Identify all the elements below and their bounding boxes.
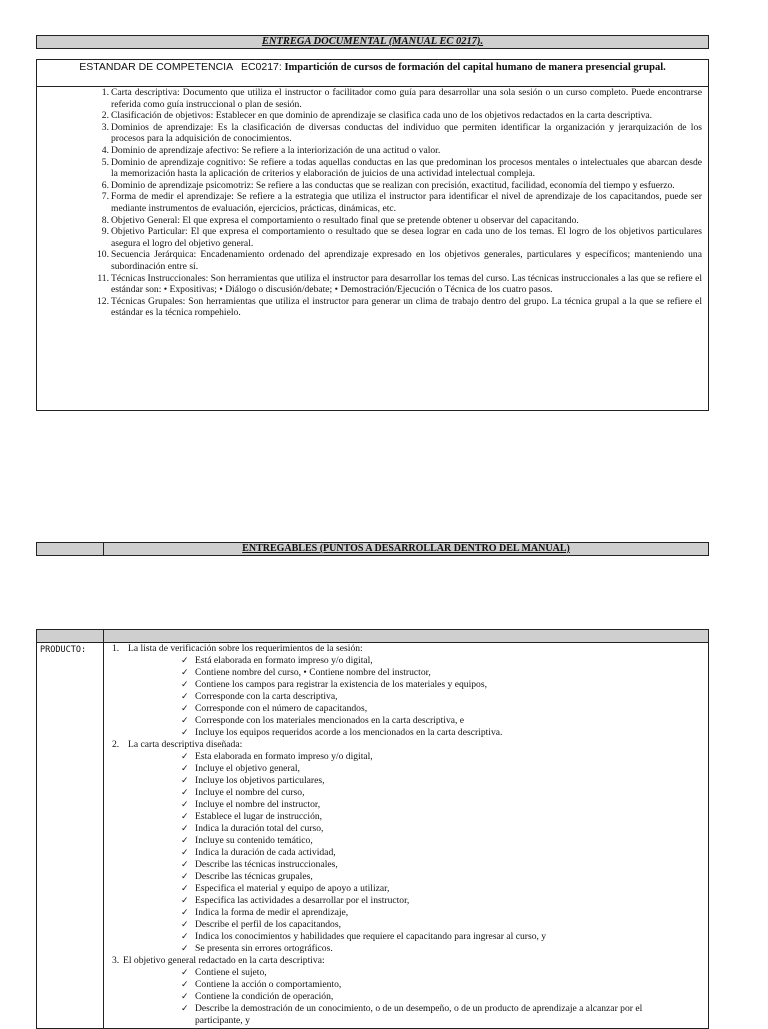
checklist-item	[104, 655, 708, 667]
checklist-text: Incluye los objetivos particulares,	[195, 775, 325, 786]
definition-text: Objetivo General: El que expresa el comportamiento o resultado final que se pretende obtener u observar del capacitando.	[111, 214, 579, 226]
checkmark-icon: ✓	[181, 692, 189, 702]
definition-item	[101, 191, 702, 214]
checklist-text: Contiene el sujeto,	[195, 967, 267, 978]
definition-item	[97, 249, 702, 272]
section-title: El objetivo general redactado en la carta descriptiva:	[123, 955, 325, 966]
checkmark-icon: ✓	[181, 944, 189, 954]
product-label: PRODUCTO:	[37, 643, 104, 1028]
checkmark-icon: ✓	[181, 680, 189, 690]
checklist-text: Incluye el nombre del instructor,	[195, 799, 321, 810]
checklist-text: Esta elaborada en formato impreso y/o digital,	[195, 751, 373, 762]
checklist-item	[104, 943, 708, 955]
checklist-text: Describe la demostración de un conocimiento, o de un desempeño, o de un producto de aprendizaje a alcanzar por el participante, y	[195, 1003, 643, 1026]
definition-text: Clasificación de objetivos: Establecer en que dominio de aprendizaje se clasifica cada uno de los objetivos redactados en la carta descriptiva.	[111, 110, 653, 122]
checklist-item	[104, 667, 708, 679]
checkmark-icon: ✓	[181, 764, 189, 774]
checkmark-icon: ✓	[181, 788, 189, 798]
checkmark-icon: ✓	[181, 920, 189, 930]
checklist-item	[104, 751, 708, 763]
definition-item	[97, 295, 702, 319]
checkmark-icon: ✓	[181, 812, 189, 822]
definition-item	[101, 226, 702, 249]
product-section-title	[104, 739, 708, 751]
checklist-text: Incluye el nombre del curso,	[195, 787, 305, 798]
standard-label: ESTANDAR DE COMPETENCIA	[79, 61, 234, 73]
checklist-item	[104, 811, 708, 823]
definition-item	[101, 156, 702, 180]
deliverables-bar	[36, 542, 709, 556]
checkmark-icon: ✓	[181, 716, 189, 726]
checklist-item	[104, 823, 708, 835]
definition-number: 9.	[101, 226, 109, 238]
definition-text: Secuencia Jerárquica: Encadenamiento ordenado del aprendizaje expresado en los objetivos generales, particulares y específicos; manteniendo una subordinación entre sí.	[111, 249, 702, 272]
checklist-text: Está elaborada en formato impreso y/o digital,	[195, 655, 373, 666]
checklist-item	[104, 907, 708, 919]
definition-item	[101, 179, 702, 192]
checklist-text: Indica la forma de medir el aprendizaje,	[195, 907, 349, 918]
checklist-item	[104, 967, 708, 979]
definition-text: Forma de medir el aprendizaje: Se refiere a la estrategia que utiliza el instructor para identificar el nivel de aprendizaje de los capacitandos, puede ser mediante instrumentos de evaluación, ejercicios, prácticas, dinámicas, etc.	[111, 191, 702, 214]
checklist-item	[104, 775, 708, 787]
section-title: La lista de verificación sobre los requerimientos de la sesión:	[128, 643, 363, 654]
checklist-item	[104, 871, 708, 883]
checklist-item	[104, 1003, 708, 1027]
checklist-item	[104, 847, 708, 859]
checklist-text: Incluye el objetivo general,	[195, 763, 300, 774]
checkmark-icon: ✓	[181, 704, 189, 714]
checklist-text: Describe el perfil de los capacitandos,	[195, 919, 341, 930]
checkmark-icon: ✓	[181, 932, 189, 942]
checkmark-icon: ✓	[181, 884, 189, 894]
checkmark-icon: ✓	[181, 668, 189, 678]
checkmark-icon: ✓	[181, 800, 189, 810]
checklist-item	[104, 763, 708, 775]
standard-box	[36, 59, 709, 411]
section-number: 3.	[112, 955, 120, 966]
deliverables-title: ENTREGABLES (PUNTOS A DESARROLLAR DENTRO DEL MANUAL)	[242, 543, 570, 554]
checkmark-icon: ✓	[181, 776, 189, 786]
definition-text: Objetivo Particular: El que expresa el comportamiento o resultado que se desea lograr en cada uno de los temas. El logro de los objetivos particulares asegura el logro del objetivo general.	[111, 226, 702, 249]
definition-text: Dominios de aprendizaje: Es la clasificación de diversas conductas del individuo que permiten identificar la organización y jerarquización de los procesos para la adquisición de conocimientos.	[111, 121, 702, 145]
product-table-header-left	[37, 630, 104, 642]
checkmark-icon: ✓	[181, 1004, 189, 1014]
product-sections	[104, 643, 708, 1028]
product-section-title	[104, 955, 708, 967]
checklist-text: Corresponde con la carta descriptiva,	[195, 691, 338, 702]
checklist-text: Contiene nombre del curso, • Contiene nombre del instructor,	[195, 667, 431, 678]
deliverables-left-cell	[37, 543, 104, 555]
checklist-item	[104, 895, 708, 907]
section-title: La carta descriptiva diseñada:	[128, 739, 243, 750]
checkmark-icon: ✓	[181, 836, 189, 846]
checklist-text: Especifica las actividades a desarrollar por el instructor,	[195, 895, 410, 906]
definition-number: 10.	[97, 249, 109, 261]
definitions-list	[37, 87, 708, 319]
definition-item	[101, 87, 702, 110]
checkmark-icon: ✓	[181, 908, 189, 918]
checklist-text: Incluye los equipos requeridos acorde a los mencionados en la carta descriptiva.	[195, 727, 503, 738]
definition-number: 11.	[97, 272, 109, 284]
definition-text: Técnicas Instruccionales: Son herramientas que utiliza el instructor para desarrollar los temas del curso. Las técnicas instruccionales a las que se refiere el estándar son: • Expositivas; • Diálogo o discusión/debate; • Demostración/Ejecución o Técnica de los cuatro pasos.	[111, 272, 702, 296]
checklist-item	[104, 859, 708, 871]
checkmark-icon: ✓	[181, 656, 189, 666]
definition-number: 1.	[101, 87, 109, 98]
checkmark-icon: ✓	[181, 980, 189, 990]
product-table-header	[37, 630, 708, 643]
product-section-title	[104, 643, 708, 655]
checkmark-icon: ✓	[181, 752, 189, 762]
checklist-item	[104, 787, 708, 799]
checklist-text: Se presenta sin errores ortográficos.	[195, 943, 333, 954]
definition-item	[97, 272, 702, 296]
checklist-text: Contiene la condición de operación,	[195, 991, 334, 1002]
checklist-text: Indica la duración total del curso,	[195, 823, 324, 834]
checklist-text: Incluye su contenido temático,	[195, 835, 313, 846]
checklist-text: Especifica el material y equipo de apoyo a utilizar,	[195, 883, 390, 894]
section-number: 2.	[112, 739, 120, 750]
checklist-item	[104, 991, 708, 1003]
standard-code: EC0217:	[240, 61, 282, 73]
checkmark-icon: ✓	[181, 968, 189, 978]
standard-name: Impartición de cursos de formación del capital humano de manera presencial grupal.	[284, 62, 666, 73]
checklist-item	[104, 979, 708, 991]
definition-item	[101, 110, 702, 122]
definition-number: 7.	[101, 191, 109, 203]
checklist-item	[104, 691, 708, 703]
checklist-text: Describe las técnicas instruccionales,	[195, 859, 338, 870]
checklist-text: Describe las técnicas grupales,	[195, 871, 313, 882]
checklist-text: Contiene la acción o comportamiento,	[195, 979, 342, 990]
checklist-item	[104, 835, 708, 847]
checklist-item	[104, 703, 708, 715]
definition-number: 3.	[101, 121, 109, 133]
checkmark-icon: ✓	[181, 728, 189, 738]
definition-text: Carta descriptiva: Documento que utiliza el instructor o facilitador como guía para desarrollar una sola sesión o un curso completo. Puede encontrarse referida como guía instruccional o plan de sesión.	[111, 87, 702, 110]
checklist-item	[104, 883, 708, 895]
checklist-item	[104, 799, 708, 811]
document-title: ENTREGA DOCUMENTAL (MANUAL EC 0217).	[36, 35, 709, 49]
definition-text: Dominio de aprendizaje psicomotriz: Se refiere a las conductas que se realizan con precisión, exactitud, facilidad, economía del tiempo y esfuerzo.	[111, 179, 675, 191]
definition-number: 8.	[101, 214, 109, 226]
checklist-item	[104, 919, 708, 931]
checklist-text: Indica los conocimientos y habilidades que requiere el capacitando para ingresar al curso, y	[195, 931, 547, 942]
definition-number: 12.	[97, 295, 109, 307]
checklist-text: Establece el lugar de instrucción,	[195, 811, 323, 822]
checklist-text: Corresponde con los materiales mencionados en la carta descriptiva, e	[195, 715, 465, 726]
definition-number: 2.	[101, 110, 109, 122]
definition-item	[101, 121, 702, 145]
definition-text: Dominio de aprendizaje afectivo: Se refiere a la interiorización de una actitud o valor.	[111, 144, 441, 156]
standard-header	[37, 60, 708, 87]
checklist-text: Contiene los campos para registrar la existencia de los materiales y equipos,	[195, 679, 487, 690]
checkmark-icon: ✓	[181, 860, 189, 870]
checklist-item	[104, 931, 708, 943]
product-table	[36, 629, 709, 1029]
definition-text: Técnicas Grupales: Son herramientas que utiliza el instructor para generar un clima de trabajo dentro del grupo. La técnica grupal a la que se refiere el estándar es la técnica rompehielo.	[111, 295, 702, 319]
checkmark-icon: ✓	[181, 992, 189, 1002]
checklist-item	[104, 679, 708, 691]
checklist-text: Corresponde con el número de capacitandos,	[195, 703, 368, 714]
checkmark-icon: ✓	[181, 872, 189, 882]
checklist-text: Indica la duración de cada actividad,	[195, 847, 336, 858]
checkmark-icon: ✓	[181, 896, 189, 906]
definition-number: 6.	[101, 179, 109, 191]
checkmark-icon: ✓	[181, 824, 189, 834]
checklist-item	[104, 727, 708, 739]
checklist-item	[104, 715, 708, 727]
definition-number: 5.	[101, 156, 109, 168]
definition-item	[101, 144, 702, 157]
definition-number: 4.	[101, 144, 109, 156]
section-number: 1.	[112, 643, 120, 654]
definition-text: Dominio de aprendizaje cognitivo: Se refiere a todas aquellas conductas en las que predominan los procesos mentales o intelectuales que abarcan desde la memorización hasta la aplicación de criterios y elaboración de juicios de una actividad intelectual compleja.	[111, 156, 702, 180]
checkmark-icon: ✓	[181, 848, 189, 858]
definition-item	[101, 214, 702, 227]
